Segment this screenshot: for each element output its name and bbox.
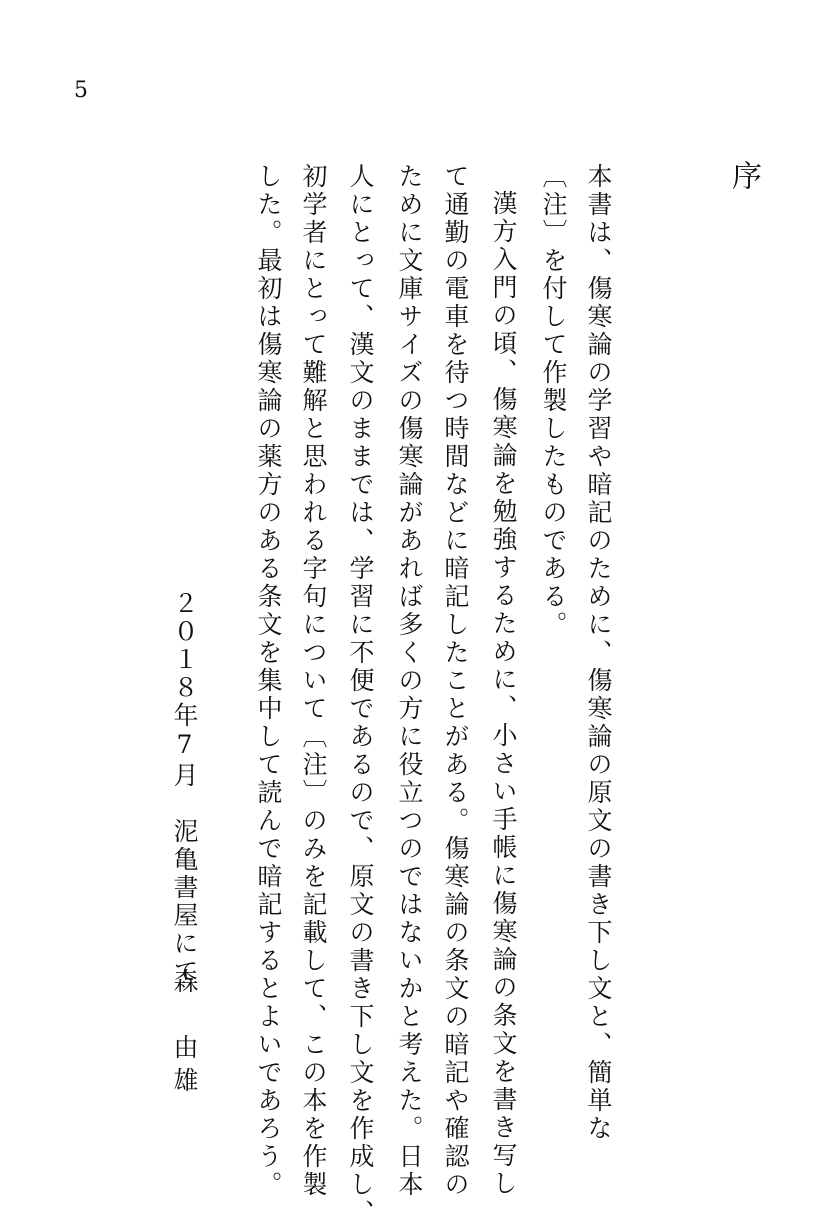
body-line-3: 漢方入門の頃、傷寒論を勉強するために、小さい手帳に傷寒論の条文を書き写し: [489, 190, 518, 1198]
body-line-8: した。最初は傷寒論の薬方のある条文を集中して読んで暗記するとよいであろう。: [254, 163, 283, 1199]
preface-heading: 序: [726, 160, 761, 190]
page-number: 5: [74, 78, 88, 103]
body-line-7: 初学者にとって難解と思われる字句について〔注〕のみを記載して、この本を作製: [299, 163, 328, 1199]
signature-date-place: ２０１８年7月 泥亀書屋にて: [170, 590, 199, 986]
body-line-6: 人にとって、漢文のままでは、学習に不便であるので、原文の書き下し文を作成し、: [346, 163, 375, 1227]
body-line-4: て通勤の電車を待つ時間などに暗記したことがある。傷寒論の条文の暗記や確認の: [441, 163, 470, 1199]
signature-author: 森 由雄: [170, 968, 199, 1100]
body-line-2: 〔注〕を付して作製したものである。: [539, 163, 568, 639]
body-line-1: 本書は、傷寒論の学習や暗記のために、傷寒論の原文の書き下し文と、簡単な: [584, 163, 613, 1143]
body-line-5: ために文庫サイズの傷寒論があれば多くの方に役立つのではないかと考えた。日本: [395, 163, 424, 1199]
